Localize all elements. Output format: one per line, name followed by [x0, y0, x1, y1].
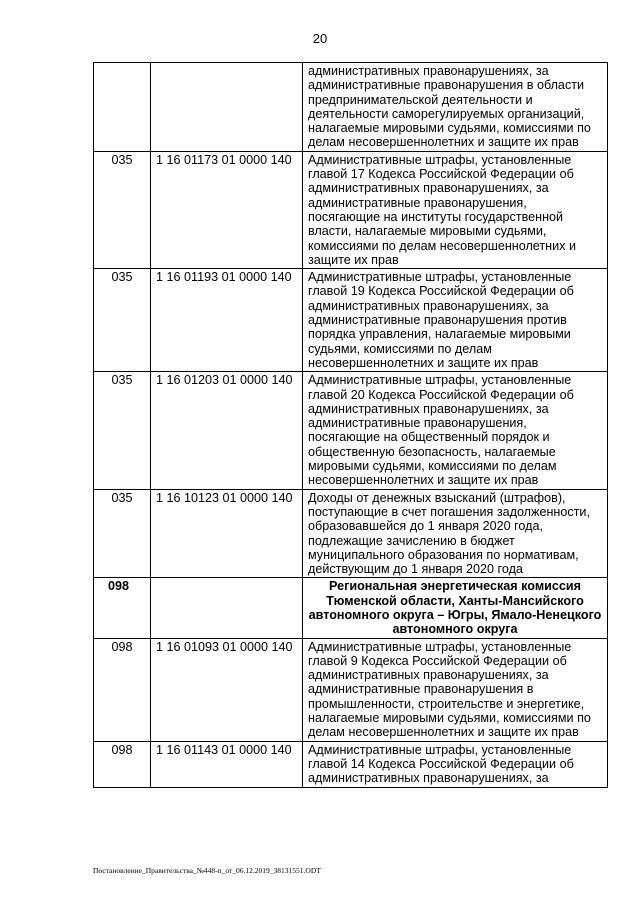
- administrator-code-cell: 035: [94, 151, 151, 268]
- budget-code-cell: 1 16 01143 01 0000 140: [151, 741, 303, 787]
- administrator-group-row: [94, 578, 608, 638]
- budget-classification-table: [93, 62, 608, 788]
- administrator-code-cell: 035: [94, 489, 151, 578]
- income-description-cell: Административные штрафы, установленные главой 19 Кодекса Российской Федерации об административных правонарушениях, за административные правонарушения против порядка управления, налагаемые мировыми судьями, комиссиями по делам несовершеннолетних и защите их прав: [303, 269, 608, 372]
- administrator-code-cell: 098: [94, 578, 151, 638]
- income-description-cell: административных правонарушениях, за административные правонарушения в области предпринимательской деятельности и деятельности саморегулируемых организаций, налагаемые мировыми судьями, комиссиями по делам несовершеннолетних и защите их прав: [303, 63, 608, 152]
- document-footer: Постановление_Правительства_№448-п_от_06.12.2019_38131551.ODT: [93, 866, 321, 875]
- administrator-code-cell: [94, 63, 151, 152]
- budget-code-cell: 1 16 01193 01 0000 140: [151, 269, 303, 372]
- administrator-code-cell: 035: [94, 372, 151, 489]
- table-row: [94, 269, 608, 372]
- table-row: [94, 489, 608, 578]
- page-number: 20: [312, 31, 328, 46]
- income-description-cell: Административные штрафы, установленные главой 14 Кодекса Российской Федерации об административных правонарушениях, за: [303, 741, 608, 787]
- administrator-code-cell: 035: [94, 269, 151, 372]
- income-description-cell: Административные штрафы, установленные главой 9 Кодекса Российской Федерации об административных правонарушениях, за административные правонарушения в промышленности, строительстве и энергетике, налагаемые мировыми судьями, комиссиями по делам несовершеннолетних и защите их прав: [303, 638, 608, 741]
- administrator-code-cell: 098: [94, 638, 151, 741]
- budget-code-cell: [151, 578, 303, 638]
- budget-code-cell: 1 16 01093 01 0000 140: [151, 638, 303, 741]
- table-row: [94, 638, 608, 741]
- table-row: [94, 741, 608, 787]
- income-description-cell: Административные штрафы, установленные главой 17 Кодекса Российской Федерации об административных правонарушениях, за административные правонарушения, посягающие на институты государственной власти, налагаемые мировыми судьями, комиссиями по делам несовершеннолетних и защите их прав: [303, 151, 608, 268]
- budget-code-cell: 1 16 01173 01 0000 140: [151, 151, 303, 268]
- budget-code-cell: 1 16 10123 01 0000 140: [151, 489, 303, 578]
- table-row: [94, 372, 608, 489]
- income-description-cell: Административные штрафы, установленные главой 20 Кодекса Российской Федерации об административных правонарушениях, за административные правонарушения, посягающие на общественный порядок и общественную безопасность, налагаемые мировыми судьями, комиссиями по делам несовершеннолетних и защите их прав: [303, 372, 608, 489]
- administrator-code-cell: 098: [94, 741, 151, 787]
- table-body: [94, 63, 608, 788]
- budget-code-cell: [151, 63, 303, 152]
- budget-code-cell: 1 16 01203 01 0000 140: [151, 372, 303, 489]
- table-row: [94, 151, 608, 268]
- income-description-cell: Доходы от денежных взысканий (штрафов), поступающие в счет погашения задолженности, образовавшейся до 1 января 2020 года, подлежащие зачислению в бюджет муниципального образования по нормативам, действующим до 1 января 2020 года: [303, 489, 608, 578]
- administrator-name-cell: Региональная энергетическая комиссия Тюменской области, Ханты-Мансийского автономного округа – Югры, Ямало-Ненецкого автономного округа: [303, 578, 608, 638]
- table-row: [94, 63, 608, 152]
